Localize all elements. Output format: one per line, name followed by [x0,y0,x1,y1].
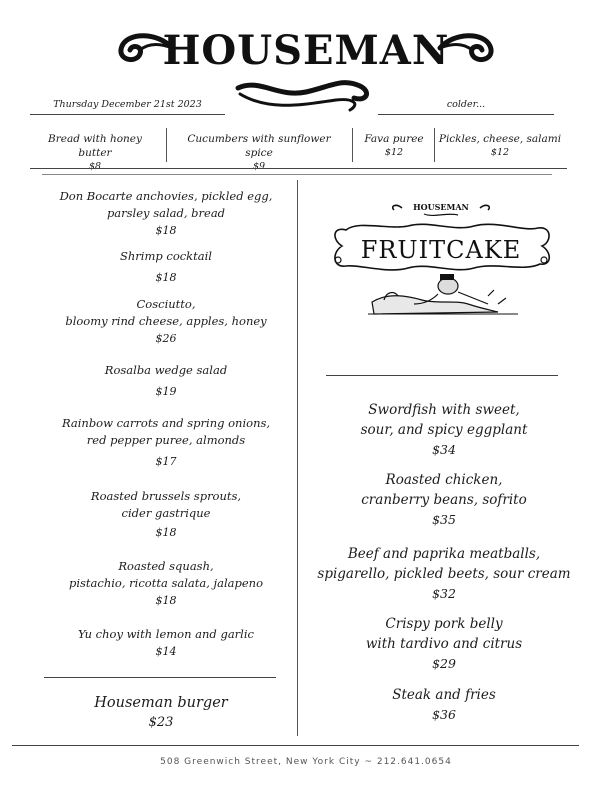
main-line: Beef and paprika meatballs, [347,546,541,562]
snack-name: Cucumbers with sunflower spice [187,133,331,159]
main-price: $32 [432,586,456,601]
snack-name: Bread with honey butter [48,133,142,159]
main-item [310,685,578,725]
main-item [310,470,578,530]
main-price: $36 [432,707,456,722]
weather-note: colder... [446,99,486,110]
item-line: pistachio, ricotta salata, jalapeno [68,576,263,590]
mains-rule [326,375,558,376]
main-price: $35 [432,512,456,527]
burger-rule [44,677,276,678]
snack-divider [352,128,353,162]
main-line: Crispy pork belly [385,616,503,632]
main-price: $29 [432,656,456,671]
snack-price: $8 [88,161,102,172]
main-line: Roasted chicken, [385,472,503,488]
menu-item [42,188,290,239]
fruitcake-title: FRUITCAKE [360,236,522,264]
snack-price: $12 [490,147,510,158]
item-line: Roasted squash, [118,559,214,573]
item-line: Yu choy with lemon and garlic [78,627,254,641]
snack-price: $9 [252,161,266,172]
menu-item [42,558,290,609]
item-line: parsley salad, bread [106,206,226,220]
main-item [310,614,578,674]
weather-underline [378,114,554,115]
footer-address: 508 Greenwich Street, New York City ~ 212.641.0654 [160,757,452,767]
item-price: $18 [155,594,177,607]
item-price: $26 [155,332,177,345]
burger-name: Houseman burger [94,695,228,711]
menu-item [42,362,290,400]
item-price: $18 [155,224,177,237]
small-logo-text: HOUSEMAN [413,202,469,212]
snack-divider [166,128,167,162]
item-line: Cosciutto, [136,297,196,311]
date-underline [30,114,225,115]
item-line: cider gastrique [121,506,211,520]
main-price: $34 [432,442,456,457]
menu-item [42,626,290,660]
main-line: with tardivo and citrus [365,636,523,652]
fruitcake-illustration [328,200,554,330]
snack-item [358,132,430,160]
item-line: Rosalba wedge salad [104,363,228,377]
item-price: $14 [155,645,177,658]
menu-item [42,296,290,347]
main-line: sour, and spicy eggplant [360,422,528,438]
item-line: Shrimp cocktail [120,249,212,263]
logo-text: HOUSEMAN [162,27,450,74]
menu-item [42,488,290,541]
snacks-rule-thin [42,174,552,175]
snack-item [438,132,562,160]
footer-rule [12,745,579,746]
item-line: Don Bocarte anchovies, pickled egg, [59,189,273,203]
main-line: Steak and fries [392,687,496,703]
snack-price: $12 [384,147,404,158]
menu-date: Thursday December 21st 2023 [53,99,202,110]
item-price: $18 [155,526,177,539]
menu-item [42,248,290,286]
item-price: $17 [155,455,177,468]
item-line: Roasted brussels sprouts, [90,489,242,503]
item-price: $18 [155,271,177,284]
item-line: red pepper puree, almonds [86,433,246,447]
burger-price: $23 [148,715,174,730]
snack-name: Fava puree [364,133,424,145]
main-line: spigarello, pickled beets, sour cream [317,566,571,582]
item-price: $19 [155,385,177,398]
snack-name: Pickles, cheese, salami [438,133,562,145]
menu-item [42,415,290,470]
column-divider [297,180,298,736]
main-item [306,544,582,604]
item-line: Rainbow carrots and spring onions, [61,416,271,430]
main-line: Swordfish with sweet, [368,402,520,418]
main-line: cranberry beans, sofrito [361,492,527,508]
item-line: bloomy rind cheese, apples, honey [65,314,267,328]
burger-item [42,693,280,733]
main-item [310,400,578,460]
snack-divider [434,128,435,162]
snacks-rule [30,168,567,169]
